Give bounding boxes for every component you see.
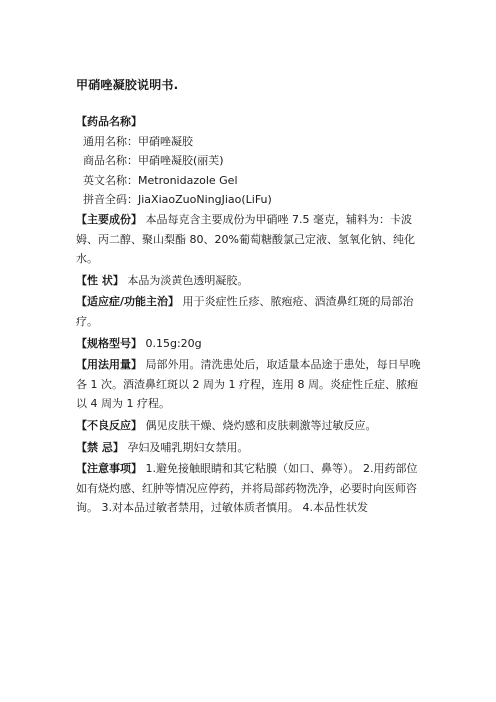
contra-label: 【禁 忌】 [76,440,124,454]
adverse-label: 【不良反应】 [76,418,142,432]
usage-label: 【用法用量】 [76,358,142,372]
section-precautions [76,459,426,518]
section-indications [76,292,426,331]
section-appearance [76,271,426,291]
trade-name: 商品名称：甲硝唑凝胶(丽芙) [83,154,224,168]
ingredients-label: 【主要成份】 [76,212,142,226]
english-name: 英文名称：Metronidazole Gel [83,173,238,187]
ingredients-text: 本品每克含主要成份为甲硝唑 7.5 毫克，辅料为：卡波姆、丙二醇、聚山梨酯 80、20%葡萄糖酸氯己定液、氢氧化钠、纯化水。 [76,212,415,266]
precautions-label: 【注意事项】 [76,462,142,476]
contra-text: 孕妇及哺乳期妇女禁用。 [127,440,249,454]
adverse-text: 偶见皮肤干燥、烧灼感和皮肤刺激等过敏反应。 [145,418,377,432]
document-body [76,112,426,518]
section-usage [76,355,426,414]
indications-label: 【适应症/功能主治】 [76,295,180,309]
precautions-text: 1.避免接触眼睛和其它粘膜（如口、鼻等）。 2.用药部位如有烧灼感、红肿等情况应停药，并将局部药物洗净，必要时向医师咨询。 3.对本品过敏者禁用，过敏体质者慎用。 4.本品性状发 [76,462,418,515]
generic-name: 通用名称：甲硝唑凝胶 [83,134,193,148]
spec-label: 【规格型号】 [76,336,142,350]
appearance-text: 本品为淡黄色透明凝胶。 [127,273,249,287]
section-drug-name-heading: 【药品名称】 [76,115,142,128]
document-title: 甲硝唑凝胶说明书. [76,78,179,92]
indications-text: 用于炎症性丘疹、脓疱疮、酒渣鼻红斑的局部治疗。 [76,295,414,328]
section-adverse [76,416,426,436]
spec-text: 0.15g:20g [145,336,202,350]
section-contraindications [76,438,426,458]
appearance-label: 【性 状】 [76,273,124,287]
section-ingredients [76,210,426,269]
usage-text: 局部外用。清洗患处后，取适量本品途于患处，每日早晚各 1 次。酒渣鼻红斑以 2 周为 1 疗程，连用 8 周。炎症性丘症、脓疱以 4 周为 1 疗程。 [76,358,421,411]
pinyin-name: 拼音全码：JiaXiaoZuoNingJiao(LiFu) [83,193,272,207]
section-spec [76,334,426,354]
